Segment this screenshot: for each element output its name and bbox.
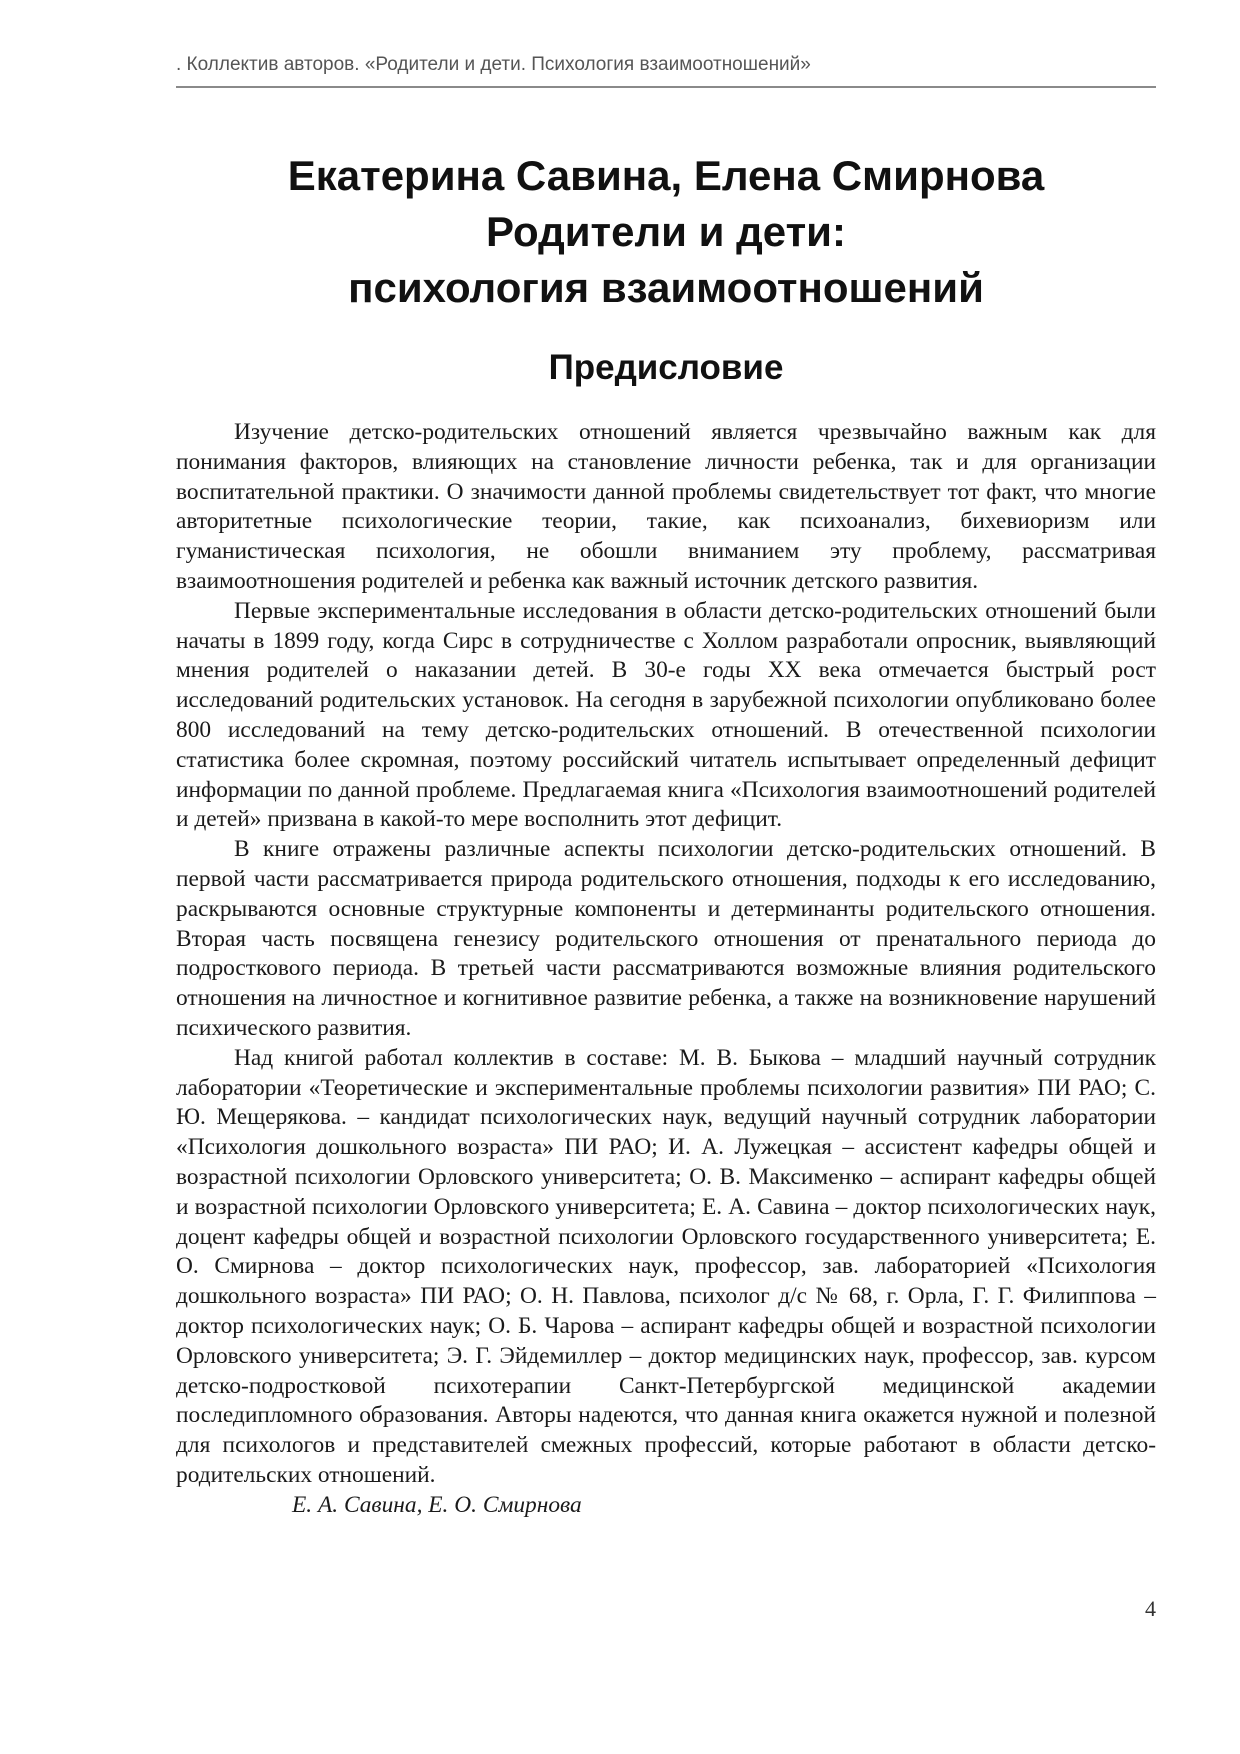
paragraph: Над книгой работал коллектив в составе: М. В. Быкова – младший научный сотрудник лаборатории «Теоретические и экспериментальные проблемы психологии развития» ПИ РАО; С. Ю. Мещерякова. – кандидат психологических наук, ведущий научный сотрудник лаборатории «Психология дошкольного возраста» ПИ РАО; И. А. Лужецкая – ассистент кафедры общей и возрастной психологии Орловского университета; О. В. Максименко – аспирант кафедры общей и возрастной психологии Орловского университета; Е. А. Савина – доктор психологических наук, доцент кафедры общей и возрастной психологии Орловского государственного университета; Е. О. Смирнова – доктор психологических наук, профессор, зав. лабораторией «Психология дошкольного возраста» ПИ РАО; О. Н. Павлова, психолог д/с № 68, г. Орла, Г. Г. Филиппова – доктор психологических наук; О. Б. Чарова – аспирант кафедры общей и возрастной психологии Орловского университета; Э. Г. Эйдемиллер – доктор медицинских наук, профессор, зав. курсом детско-подростковой психотерапии Санкт-Петербургской медицинской академии последипломного образования. Авторы надеются, что данная книга окажется нужной и полезной для психологов и представителей смежных профессий, которые работают в области детско-родительских отношений.: [176, 1044, 1156, 1488]
title-main: Родители и дети:: [486, 208, 846, 255]
paragraph: Первые экспериментальные исследования в области детско-родительских отношений были начаты в 1899 году, когда Сирс в сотрудничестве с Холлом разработали опросник, выявляющий мнения родителей о наказании детей. В 30-е годы XX века отмечается быстрый рост исследований родительских установок. На сегодня в зарубежной психологии опубликовано более 800 исследований на тему детско-родительских отношений. В отечественной психологии статистика более скромная, поэтому российский читатель испытывает определенный дефицит информации по данной проблеме. Предлагаемая книга «Психология взаимоотношений родителей и детей» призвана в какой-то мере восполнить этот дефицит.: [176, 597, 1156, 833]
author-signature: Е. А. Савина, Е. О. Смирнова: [292, 1491, 582, 1518]
page-number: 4: [1145, 1596, 1156, 1621]
paragraph: Изучение детско-родительских отношений является чрезвычайно важным как для понимания факторов, влияющих на становление личности ребенка, так и для организации воспитательной практики. О значимости данной проблемы свидетельствует тот факт, что многие авторитетные психологические теории, такие, как психоанализ, бихевиоризм или гуманистическая психология, не обошли вниманием эту проблему, рассматривая взаимоотношения родителей и ребенка как важный источник детского развития.: [176, 419, 1156, 594]
title-subtitle: психология взаимоотношений: [348, 264, 984, 311]
section-heading: Предисловие: [548, 348, 784, 387]
header-divider: [176, 86, 1156, 88]
running-header: . Коллектив авторов. «Родители и дети. Психология взаимоотношений»: [176, 54, 811, 75]
book-title: [176, 148, 1156, 316]
paragraph: В книге отражены различные аспекты психологии детско-родительских отношений. В первой части рассматривается природа родительского отношения, подходы к его исследованию, раскрываются основные структурные компоненты и детерминанты родительского отношения. Вторая часть посвящена генезису родительского отношения от пренатального периода до подросткового периода. В третьей части рассматриваются возможные влияния родительского отношения на личностное и когнитивное развитие ребенка, а также на возникновение нарушений психического развития.: [176, 836, 1156, 1041]
preface-body: [176, 418, 1156, 1520]
title-authors: Екатерина Савина, Елена Смирнова: [287, 152, 1045, 199]
